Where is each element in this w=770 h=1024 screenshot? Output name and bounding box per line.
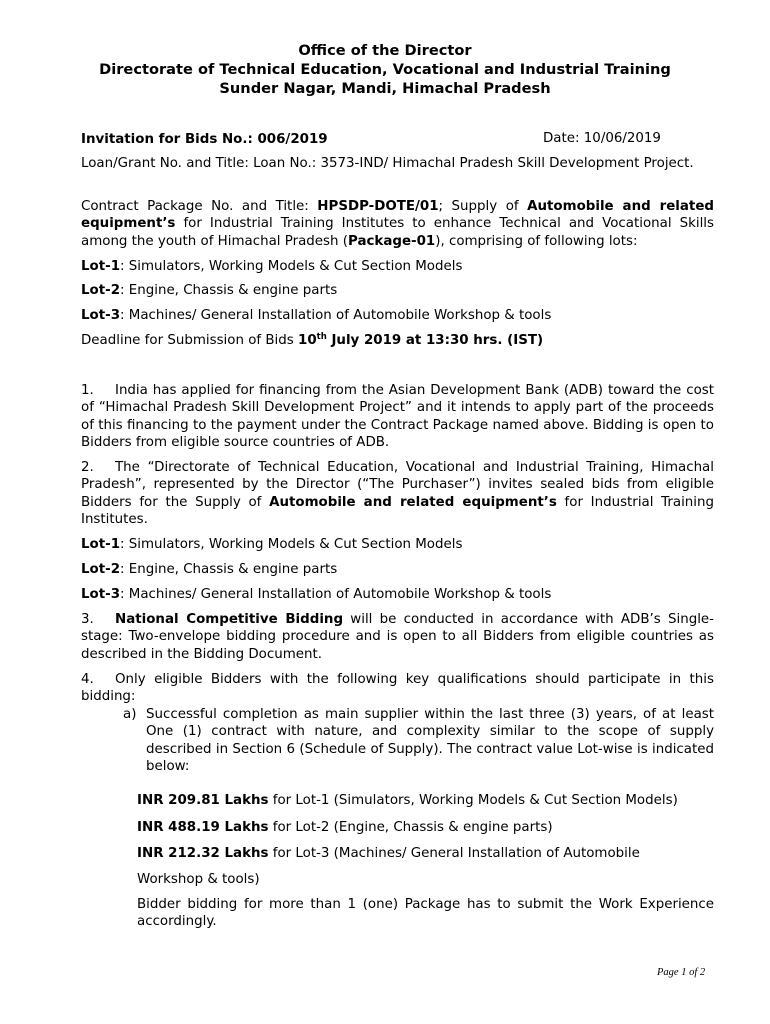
- header-location: Sunder Nagar, Mandi, Himachal Pradesh: [219, 80, 551, 97]
- header-directorate: Directorate of Technical Education, Vocational and Industrial Training: [99, 61, 671, 78]
- letterhead: [0, 41, 770, 98]
- bid-deadline: Deadline for Submission of Bids 10th July 2019 at 13:30 hrs. (IST): [81, 332, 544, 348]
- contract-value-lot-3: INR 212.32 Lakhs for Lot-3 (Machines/ General Installation of Automobile: [137, 846, 640, 861]
- lot-1-repeat: Lot-1: Simulators, Working Models & Cut Section Models: [81, 537, 463, 552]
- ifb-number: Invitation for Bids No.: 006/2019: [81, 132, 328, 147]
- header-office: Office of the Director: [298, 42, 472, 59]
- contract-value-lot-3-cont: Workshop & tools): [137, 872, 260, 887]
- lot-3: Lot-3: Machines/ General Installation of Automobile Workshop & tools: [81, 308, 552, 323]
- contract-value-lot-2: INR 488.19 Lakhs for Lot-2 (Engine, Chassis & engine parts): [137, 820, 553, 835]
- ifb-date: Date: 10/06/2019: [543, 131, 661, 146]
- contract-value-lot-1: INR 209.81 Lakhs for Lot-1 (Simulators, Working Models & Cut Section Models): [137, 793, 678, 808]
- qualification-a: a) Successful completion as main supplier within the last three (3) years, of at least One (1) contract with nature, and complexity similar to the scope of supply described in Section 6 (Schedule of Supply). The contract value Lot-wise is indicated below:: [123, 707, 714, 774]
- paragraph-1: 1. India has applied for financing from the Asian Development Bank (ADB) toward the cost of “Himachal Pradesh Skill Development Project” and it intends to apply part of the proceeds of this financing to the payment under the Contract Package named above. Bidding is open to Bidders from eligible source countries of ADB.: [81, 383, 714, 450]
- loan-title: Loan/Grant No. and Title: Loan No.: 3573-IND/ Himachal Pradesh Skill Development Project.: [81, 156, 694, 171]
- bidder-note: Bidder bidding for more than 1 (one) Package has to submit the Work Experience accordingly.: [137, 897, 714, 930]
- lot-2: Lot-2: Engine, Chassis & engine parts: [81, 283, 338, 298]
- paragraph-2: 2. The “Directorate of Technical Education, Vocational and Industrial Training, Himachal Pradesh”, represented by the Director (“The Purchaser”) invites sealed bids from eligible Bidders for the Supply of Automobile and related equipment’s for Industrial Training Institutes.: [81, 460, 715, 527]
- paragraph-4: 4. Only eligible Bidders with the following key qualifications should participate in this bidding:: [81, 672, 714, 705]
- paragraph-3: 3. National Competitive Bidding will be conducted in accordance with ADB’s Single-stage: Two-envelope bidding procedure and is open to all Bidders from eligible countries as described in the Bidding Document.: [81, 612, 714, 662]
- contract-package: Contract Package No. and Title: HPSDP-DOTE/01; Supply of Automobile and related equipment’s for Industrial Training Institutes to enhance Technical and Vocational Skills among the youth of Himachal Pradesh (Package-01), comprising of following lots:: [81, 199, 714, 249]
- page-number: Page 1 of 2: [657, 967, 706, 978]
- lot-1: Lot-1: Simulators, Working Models & Cut Section Models: [81, 259, 463, 274]
- lot-2-repeat: Lot-2: Engine, Chassis & engine parts: [81, 562, 338, 577]
- lot-3-repeat: Lot-3: Machines/ General Installation of Automobile Workshop & tools: [81, 587, 552, 602]
